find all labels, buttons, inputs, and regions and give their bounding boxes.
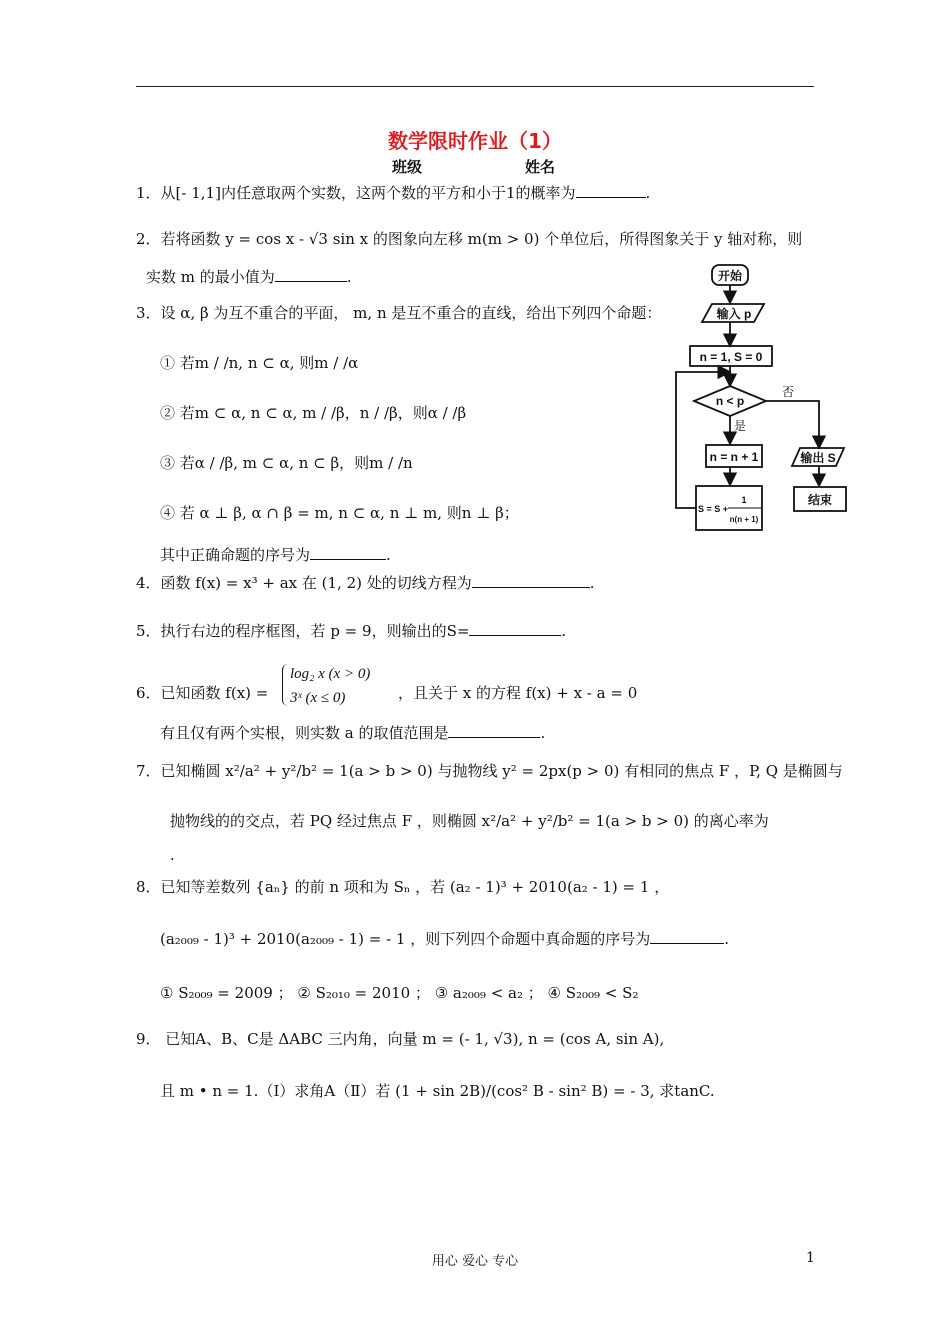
output-label: 输出 S <box>800 451 836 465</box>
input-label: 输入 p <box>716 307 752 321</box>
sum-update-lhs: S = S + <box>698 504 729 514</box>
question-6-pre: 6．已知函数 f(x) = <box>136 684 269 702</box>
question-4: 4．函数 f(x) = x³ + ax 在 (1, 2) 处的切线方程为 . <box>136 574 595 592</box>
question-7-end: . <box>170 846 175 864</box>
increment-label: n = n + 1 <box>709 450 759 464</box>
answer-blank <box>469 621 561 636</box>
page-title: 数学限时作业（1） <box>388 129 562 153</box>
question-7-line-1: 7．已知椭圆 x²/a² + y²/b² = 1(a > b > 0) 与抛物线 y² = 2px(p > 0) 有相同的焦点 F ，P, Q 是椭圆与 <box>136 762 843 780</box>
proposition-4: ④ 若 α ⊥ β, α ∩ β = m, n ⊂ α, n ⊥ m, 则n ⊥ β； <box>160 504 519 522</box>
question-9-line-1: 9． 已知A、B、C是 ΔABC 三内角，向量 m = (- 1, √3), n = (cos A, sin A), <box>136 1030 665 1048</box>
sum-update-numerator: 1 <box>741 495 747 505</box>
question-3: 3．设 α, β 为互不重合的平面， m, n 是互不重合的直线，给出下列四个命题： <box>136 304 662 322</box>
question-5: 5．执行右边的程序框图，若 p = 9，则输出的S= . <box>136 622 567 640</box>
yes-label: 是 <box>734 419 747 433</box>
top-rule <box>136 86 814 87</box>
answer-blank <box>472 573 590 588</box>
sum-update-denominator: n(n + 1) <box>729 515 759 524</box>
question-9-line-2: 且 m • n = 1.（Ⅰ）求角A（Ⅱ）若 (1 + sin 2B)/(cos² B - sin² B) = - 3, 求tanC. <box>160 1082 715 1100</box>
condition-label: n < p <box>715 394 745 408</box>
piecewise-case-1: log₂ x (x > 0) <box>290 666 371 682</box>
question-8-line-1: 8．已知等差数列 {aₙ} 的前 n 项和为 Sₙ ，若 (a₂ - 1)³ + 2010(a₂ - 1) = 1 ， <box>136 878 670 896</box>
init-label: n = 1, S = 0 <box>699 350 763 364</box>
question-1: 1．从[- 1,1]内任意取两个实数，这两个数的平方和小于1的概率为 . <box>136 184 651 202</box>
question-8-options: ① S₂₀₀₉ = 2009 ； ② S₂₀₁₀ = 2010 ； ③ a₂₀₀₉ < a₂ ； ④ S₂₀₀₉ < S₂ <box>160 984 639 1002</box>
answer-blank <box>275 267 347 282</box>
question-2-line-1: 2．若将函数 y = cos x - √3 sin x 的图象向左移 m(m > 0) 个单位后，所得图象关于 y 轴对称，则 <box>136 230 803 248</box>
answer-blank <box>650 929 724 944</box>
answer-blank <box>310 545 386 560</box>
piecewise-case-2: 3ˣ (x ≤ 0) <box>290 690 346 706</box>
question-8-line-2: (a₂₀₀₉ - 1)³ + 2010(a₂₀₀₉ - 1) = - 1 ，则下列四个命题中真命题的序号为 . <box>160 930 730 948</box>
question-7-line-2: 抛物线的的交点，若 PQ 经过焦点 F ，则椭圆 x²/a² + y²/b² = 1(a > b > 0) 的离心率为 <box>170 812 769 830</box>
question-3-answer: 其中正确命题的序号为 . <box>160 546 391 564</box>
program-flowchart <box>672 260 862 542</box>
question-6-post: ，且关于 x 的方程 f(x) + x - a = 0 <box>398 684 638 702</box>
proposition-2: ② 若m ⊂ α, n ⊂ α, m / /β，n / /β，则α / /β <box>160 404 467 422</box>
answer-blank <box>576 183 646 198</box>
proposition-3: ③ 若α / /β, m ⊂ α, n ⊂ β，则m / /n <box>160 454 413 472</box>
name-label: 姓名 <box>525 158 556 176</box>
footer-text: 用心 爱心 专心 <box>431 1254 519 1269</box>
proposition-1: ① 若m / /n, n ⊂ α, 则m / /α <box>160 354 359 372</box>
question-6-line-2: 有且仅有两个实根，则实数 a 的取值范围是 . <box>160 724 546 742</box>
end-label: 结束 <box>807 493 833 507</box>
answer-blank <box>448 723 540 738</box>
class-label: 班级 <box>392 158 423 176</box>
no-label: 否 <box>782 385 795 399</box>
page-number: 1 <box>806 1250 815 1266</box>
question-2-line-2: 实数 m 的最小值为 . <box>146 268 352 286</box>
start-label: 开始 <box>717 269 743 283</box>
